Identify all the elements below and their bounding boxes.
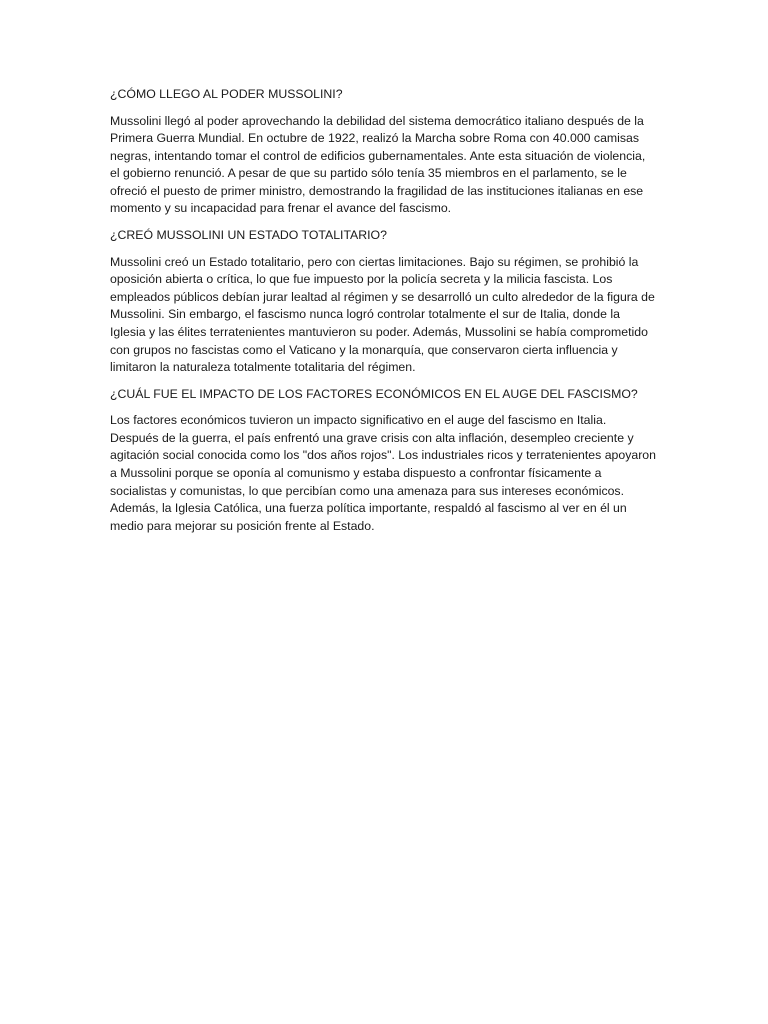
section-heading: ¿CREÓ MUSSOLINI UN ESTADO TOTALITARIO?: [110, 228, 387, 243]
section-heading: ¿CUÁL FUE EL IMPACTO DE LOS FACTORES ECONÓMICOS EN EL AUGE DEL FASCISMO?: [110, 386, 638, 401]
section-totalitarian-state: [110, 227, 658, 377]
section-paragraph: Mussolini llegó al poder aprovechando la debilidad del sistema democrático italiano después de la Primera Guerra Mundial. En octubre de 1922, realizó la Marcha sobre Roma con 40.000 camisas negras, intentando tomar el control de edificios gubernamentales. Ante esta situación de violencia, el gobierno renunció. A pesar de que su partido sólo tenía 35 miembros en el parlamento, se le ofreció el puesto de primer ministro, demostrando la fragilidad de las instituciones italianas en ese momento y su incapacidad para frenar el avance del fascismo.: [110, 113, 646, 216]
section-rise-to-power: [110, 86, 658, 218]
section-economic-factors: [110, 386, 658, 536]
section-heading: ¿CÓMO LLEGO AL PODER MUSSOLINI?: [110, 87, 343, 101]
document-page: [110, 86, 658, 544]
section-paragraph: Los factores económicos tuvieron un impacto significativo en el auge del fascismo en Italia. Después de la guerra, el país enfrentó una grave crisis con alta inflación, desempleo creciente y agitación social conocida como los "dos años rojos". Los industriales ricos y terratenientes apoyaron a Mussolini porque se oponía al comunismo y estaba dispuesto a confrontar físicamente a socialistas y comunistas, lo que percibían como una amenaza para sus intereses económicos. Además, la Iglesia Católica, una fuerza política importante, respaldó al fascismo al ver en él un medio para mejorar su posición frente al Estado.: [110, 413, 656, 533]
section-paragraph: Mussolini creó un Estado totalitario, pero con ciertas limitaciones. Bajo su régimen, se prohibió la oposición abierta o crítica, lo que fue impuesto por la policía secreta y la milicia fascista. Los empleados públicos debían jurar lealtad al régimen y se desarrolló un culto alrededor de la figura de Mussolini. Sin embargo, el fascismo nunca logró controlar totalmente el sur de Italia, donde la Iglesia y las élites terratenientes mantuvieron su poder. Además, Mussolini se había comprometido con grupos no fascistas como el Vaticano y la monarquía, que conservaron cierta influencia y limitaron la naturaleza totalmente totalitaria del régimen.: [110, 254, 655, 375]
